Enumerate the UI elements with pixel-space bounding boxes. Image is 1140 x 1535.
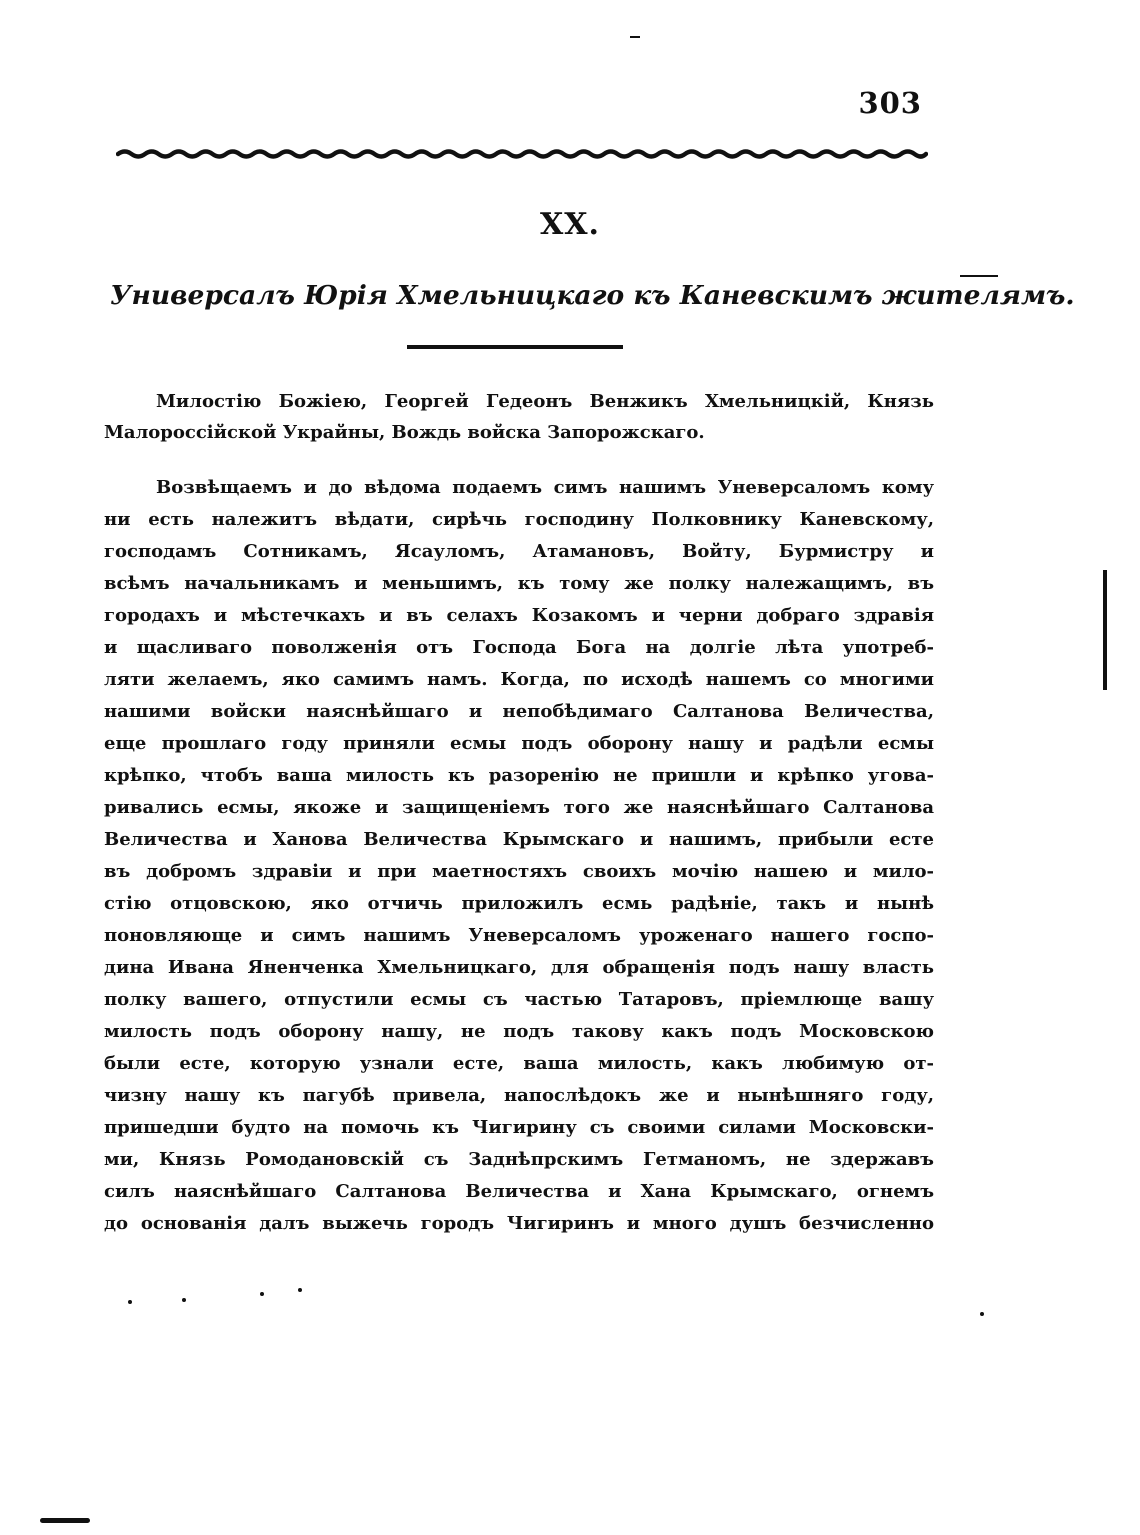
scan-mark — [260, 1292, 264, 1296]
body-line: дина Ивана Яненченка Хмельницкаго, для обращенія подъ нашу власть — [104, 957, 934, 978]
body-line: крѣпко, чтобъ ваша милость къ разоренію не пришли и крѣпко угова- — [104, 765, 934, 786]
scan-mark — [630, 36, 640, 38]
body-line: ни есть належитъ вѣдати, сирѣчь господину Полковнику Каневскому, — [104, 509, 934, 530]
body-line: городахъ и мѣстечкахъ и въ селахъ Козакомъ и черни добраго здравія — [104, 605, 934, 626]
chapter-number: XX. — [540, 207, 600, 242]
body-paragraph — [104, 472, 934, 1240]
body-line: ривались есмы, якоже и защищеніемъ того же наяснѣйшаго Салтанова — [104, 797, 934, 818]
document-title: Универсалъ Юрія Хмельницкаго къ Каневскимъ жителямъ. — [110, 280, 1075, 311]
scan-mark — [40, 1518, 90, 1523]
body-line: и щасливаго поволженія отъ Господа Бога на долгіе лѣта употреб- — [104, 637, 934, 658]
body-line: Возвѣщаемъ и до вѣдома подаемъ симъ нашимъ Уневерсаломъ кому — [156, 477, 934, 498]
scan-mark — [182, 1298, 186, 1302]
body-line: всѣмъ начальникамъ и меньшимъ, къ тому же полку належащимъ, въ — [104, 573, 934, 594]
body-line: чизну нашу къ пагубѣ привела, напослѣдокъ же и нынѣшняго году, — [104, 1085, 934, 1106]
body-line: поновляюще и симъ нашимъ Уневерсаломъ уроженаго нашего госпо- — [104, 925, 934, 946]
body-line: милость подъ оборону нашу, не подъ такову какъ подъ Московскою — [104, 1021, 934, 1042]
body-line: ми, Князь Ромодановскій съ Заднѣпрскимъ Гетманомъ, не здержавъ — [104, 1149, 934, 1170]
scan-mark — [980, 1312, 984, 1316]
body-line: Величества и Ханова Величества Крымскаго и нашимъ, прибыли есте — [104, 829, 934, 850]
page-number: 303 — [858, 86, 922, 120]
wavy-ornament-rule — [116, 138, 928, 166]
body-line: до основанія далъ выжечь городъ Чигиринъ и много душъ безчисленно — [104, 1213, 934, 1234]
body-line: стію отцовскою, яко отчичь приложилъ есмь радѣніе, такъ и нынѣ — [104, 893, 934, 914]
scan-mark — [298, 1288, 302, 1292]
scan-mark — [128, 1300, 132, 1304]
title-divider — [407, 345, 623, 349]
body-line: силъ наяснѣйшаго Салтанова Величества и Хана Крымскаго, огнемъ — [104, 1181, 934, 1202]
body-line: полку вашего, отпустили есмы съ частью Татаровъ, пріемлюще вашу — [104, 989, 934, 1010]
body-line: нашими войски наяснѣйшаго и непобѣдимаго Салтанова Величества, — [104, 701, 934, 722]
body-line: пришедши будто на помочь къ Чигирину съ своими силами Московски- — [104, 1117, 934, 1138]
scan-mark — [1103, 570, 1107, 690]
scan-mark — [960, 275, 998, 277]
body-line: были есте, которую узнали есте, ваша милость, какъ любимую от- — [104, 1053, 934, 1074]
body-line: господамъ Сотникамъ, Ясауломъ, Атамановъ, Войту, Бурмистру и — [104, 541, 934, 562]
salutation-paragraph: Милостію Божіею, Георгей Гедеонъ Венжикъ Хмельницкій, Князь Малороссійской Украйны, Вождь войска Запорожскаго. — [104, 391, 934, 443]
body-line: въ добромъ здравіи и при маетностяхъ своихъ мочію нашею и мило- — [104, 861, 934, 882]
body-line: ляти желаемъ, яко самимъ намъ. Когда, по исходѣ нашемъ со многими — [104, 669, 934, 690]
body-line: еще прошлаго году приняли есмы подъ оборону нашу и радѣли есмы — [104, 733, 934, 754]
